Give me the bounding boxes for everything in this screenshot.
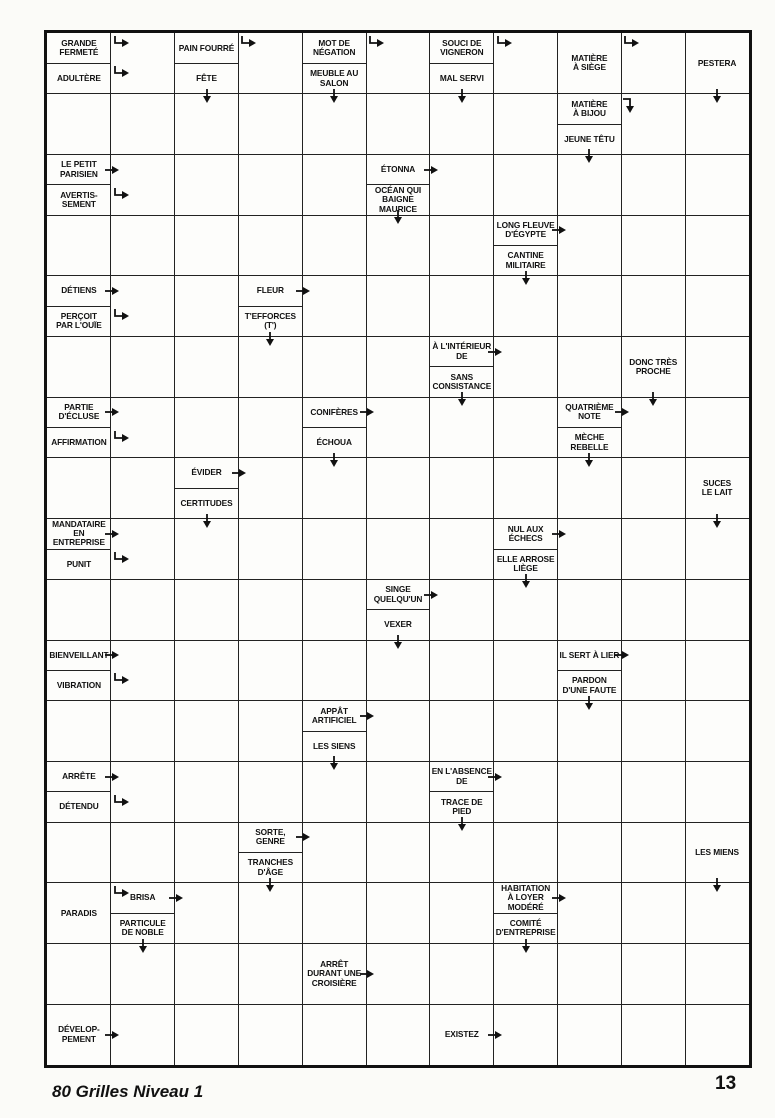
answer-cell[interactable] [176,155,238,214]
answer-cell[interactable] [303,155,365,214]
answer-cell[interactable] [431,702,493,761]
answer-cell[interactable] [112,702,174,761]
clue-divider [366,609,430,610]
answer-cell[interactable] [112,580,174,639]
answer-cell[interactable] [559,1005,621,1064]
clue-top: ARRÊTE [48,762,111,791]
answer-cell[interactable] [367,1005,429,1064]
answer-cell[interactable] [367,945,429,1004]
answer-cell[interactable] [239,580,301,639]
clue-bottom: OCÉAN QUI BAIGNE MAURICE [367,185,430,214]
answer-cell[interactable] [495,459,557,518]
answer-cell[interactable] [176,95,238,154]
answer-cell[interactable] [559,338,621,397]
clue-bottom: ÉCHOUA [303,428,366,457]
answer-cell[interactable] [48,823,110,882]
clue-bottom: FÊTE [175,64,238,93]
clue-cell: EXISTEZ [430,1005,493,1065]
answer-cell[interactable] [495,155,557,214]
clue-divider [47,791,111,792]
page-number: 13 [715,1073,737,1094]
clue-bottom: TRANCHES D'ÂGE [239,853,302,882]
answer-cell[interactable] [239,216,301,275]
clue-bottom: MEUBLE AU SALON [303,64,366,93]
clue-bottom: PARDON D'UNE FAUTE [558,671,621,700]
book-title: 80 Grilles Niveau 1 [52,1082,204,1101]
answer-cell[interactable] [239,762,301,821]
answer-cell[interactable] [431,216,493,275]
clue-divider [111,913,175,914]
clue-bottom: LES SIENS [303,732,366,761]
answer-cell[interactable] [48,216,110,275]
answer-cell[interactable] [431,945,493,1004]
answer-cell[interactable] [622,762,684,821]
answer-cell[interactable] [367,277,429,336]
answer-cell[interactable] [112,762,174,821]
answer-cell[interactable] [431,277,493,336]
clue-divider [175,488,239,489]
clue-top: PAIN FOURRÉ [175,34,238,63]
answer-cell[interactable] [303,1005,365,1064]
answer-cell[interactable] [495,945,557,1004]
answer-cell[interactable] [622,702,684,761]
clue-bottom: SANS CONSISTANCE [430,367,493,396]
answer-cell[interactable] [48,945,110,1004]
answer-cell[interactable] [559,823,621,882]
clue-bottom: ELLE ARROSE LIÈGE [494,550,557,579]
answer-cell[interactable] [367,823,429,882]
clue-top: APPÂT ARTIFICIEL [303,701,366,730]
answer-cell[interactable] [367,520,429,579]
answer-cell[interactable] [367,884,429,943]
answer-cell[interactable] [559,702,621,761]
answer-cell[interactable] [239,95,301,154]
answer-cell[interactable] [622,884,684,943]
answer-cell[interactable] [48,459,110,518]
answer-cell[interactable] [495,641,557,700]
answer-cell[interactable] [112,520,174,579]
clue-divider [47,427,111,428]
clue-cell: PESTERA [686,34,749,94]
clue-cell: PARADIS [48,883,111,943]
clue-bottom: CERTITUDES [175,489,238,518]
answer-cell[interactable] [176,884,238,943]
answer-cell[interactable] [176,398,238,457]
answer-cell[interactable] [239,398,301,457]
clue-divider [238,306,302,307]
answer-cell[interactable] [303,884,365,943]
clue-top: LE PETIT PARISIEN [48,155,111,184]
clue-top: HABITATION À LOYER MODÉRÉ [494,883,557,912]
clue-cell: LES MIENS [686,823,749,883]
clue-top: ÉTONNA [367,155,430,184]
clue-divider [494,913,558,914]
answer-cell[interactable] [622,277,684,336]
clue-cell: DONC TRÈS PROCHE [622,337,685,397]
answer-cell[interactable] [431,398,493,457]
answer-cell[interactable] [176,702,238,761]
clue-top: MANDATAIRE EN ENTREPRISE [48,519,111,548]
answer-cell[interactable] [112,95,174,154]
clue-cell: MATIÈRE À SIÈGE [558,34,621,94]
answer-cell[interactable] [239,459,301,518]
answer-cell[interactable] [431,641,493,700]
clue-top: SORTE, GENRE [239,823,302,852]
answer-cell[interactable] [686,277,748,336]
answer-cell[interactable] [303,95,365,154]
answer-cell[interactable] [367,762,429,821]
answer-cell[interactable] [559,520,621,579]
answer-cell[interactable] [112,277,174,336]
clue-divider [302,63,366,64]
clue-divider [366,184,430,185]
answer-cell[interactable] [686,945,748,1004]
answer-cell[interactable] [431,884,493,943]
clue-bottom: VEXER [367,610,430,639]
answer-cell[interactable] [303,520,365,579]
clue-top: QUATRIÈME NOTE [558,398,621,427]
answer-cell[interactable] [495,823,557,882]
answer-cell[interactable] [112,216,174,275]
answer-cell[interactable] [559,762,621,821]
answer-cell[interactable] [431,95,493,154]
clue-top: MATIÈRE À BIJOU [558,94,621,123]
clue-top: SINGE QUELQU'UN [367,580,430,609]
answer-cell[interactable] [367,459,429,518]
clue-divider [430,63,494,64]
answer-cell[interactable] [686,580,748,639]
answer-cell[interactable] [431,459,493,518]
clue-bottom: DÉTENDU [48,792,111,821]
clue-top: À L'INTÉRIEUR DE [430,337,493,366]
clue-divider [302,427,366,428]
answer-cell[interactable] [239,155,301,214]
answer-cell[interactable] [303,216,365,275]
answer-cell[interactable] [686,1005,748,1064]
clue-bottom: ADULTÈRE [48,64,111,93]
answer-cell[interactable] [176,641,238,700]
clue-top: LONG FLEUVE D'ÉGYPTE [494,216,557,245]
answer-cell[interactable] [622,1005,684,1064]
answer-cell[interactable] [559,459,621,518]
answer-cell[interactable] [686,884,748,943]
clue-top: CONIFÈRES [303,398,366,427]
answer-cell[interactable] [367,95,429,154]
clue-top: SOUCI DE VIGNERON [430,34,493,63]
clue-bottom: TRACE DE PIED [430,792,493,821]
clue-top: NUL AUX ÉCHECS [494,519,557,548]
answer-cell[interactable] [367,216,429,275]
answer-cell[interactable] [176,945,238,1004]
answer-cell[interactable] [367,702,429,761]
answer-cell[interactable] [48,338,110,397]
answer-cell[interactable] [303,641,365,700]
clue-top: IL SERT À LIER [558,641,621,670]
answer-cell[interactable] [176,1005,238,1064]
answer-cell[interactable] [495,580,557,639]
answer-cell[interactable] [176,823,238,882]
clue-divider [494,245,558,246]
answer-cell[interactable] [495,277,557,336]
answer-cell[interactable] [112,823,174,882]
clue-bottom: PERÇOIT PAR L'OUÏE [48,307,111,336]
clue-bottom: AFFIRMATION [48,428,111,457]
clue-divider [558,124,622,125]
answer-cell[interactable] [495,95,557,154]
answer-cell[interactable] [686,338,748,397]
answer-cell[interactable] [48,95,110,154]
clue-bottom: COMITÉ D'ENTREPRISE [494,914,557,943]
answer-cell[interactable] [112,459,174,518]
clue-bottom: JEUNE TÊTU [558,125,621,154]
answer-cell[interactable] [239,641,301,700]
answer-cell[interactable] [303,580,365,639]
clue-top: FLEUR [239,276,302,305]
clue-bottom: MAL SERVI [430,64,493,93]
answer-cell[interactable] [239,1005,301,1064]
clue-top: MOT DE NÉGATION [303,34,366,63]
answer-cell[interactable] [622,641,684,700]
clue-top: BRISA [111,883,174,912]
clue-bottom: T'EFFORCES (T') [239,307,302,336]
answer-cell[interactable] [622,823,684,882]
answer-cell[interactable] [239,338,301,397]
clue-top: ÉVIDER [175,458,238,487]
answer-cell[interactable] [559,580,621,639]
answer-cell[interactable] [431,155,493,214]
clue-top: BIENVEILLANT [48,641,111,670]
answer-cell[interactable] [622,580,684,639]
clue-divider [430,791,494,792]
clue-divider [47,670,111,671]
answer-cell[interactable] [112,155,174,214]
answer-cell[interactable] [686,216,748,275]
crossword-grid [44,30,752,1068]
answer-cell[interactable] [112,641,174,700]
answer-cell[interactable] [686,520,748,579]
answer-cell[interactable] [176,277,238,336]
answer-cell[interactable] [622,459,684,518]
answer-cell[interactable] [622,520,684,579]
answer-cell[interactable] [622,398,684,457]
answer-cell[interactable] [303,277,365,336]
answer-cell[interactable] [431,580,493,639]
answer-cell[interactable] [622,945,684,1004]
clue-divider [494,549,558,550]
answer-cell[interactable] [559,216,621,275]
answer-cell[interactable] [176,580,238,639]
answer-cell[interactable] [367,338,429,397]
answer-cell[interactable] [48,580,110,639]
answer-cell[interactable] [176,338,238,397]
answer-cell[interactable] [239,945,301,1004]
answer-cell[interactable] [303,762,365,821]
answer-cell[interactable] [112,945,174,1004]
answer-cell[interactable] [176,762,238,821]
answer-cell[interactable] [686,641,748,700]
answer-cell[interactable] [559,155,621,214]
clue-divider [238,852,302,853]
answer-cell[interactable] [495,762,557,821]
answer-cell[interactable] [303,823,365,882]
answer-cell[interactable] [431,823,493,882]
answer-cell[interactable] [367,641,429,700]
clue-top: EN L'ABSENCE DE [430,762,493,791]
answer-cell[interactable] [495,398,557,457]
clue-divider [558,427,622,428]
answer-cell[interactable] [686,702,748,761]
clue-cell: DÉVELOP- PEMENT [48,1005,111,1065]
clue-divider [47,549,111,550]
clue-bottom: CANTINE MILITAIRE [494,246,557,275]
clue-bottom: PUNIT [48,550,111,579]
clue-cell: SUCES LE LAIT [686,458,749,518]
answer-cell[interactable] [495,1005,557,1064]
clue-divider [47,63,111,64]
clue-bottom: AVERTIS- SEMENT [48,185,111,214]
answer-cell[interactable] [48,702,110,761]
answer-cell[interactable] [239,702,301,761]
answer-cell[interactable] [112,1005,174,1064]
clue-bottom: PARTICULE DE NOBLE [111,914,174,943]
clue-divider [430,366,494,367]
clue-divider [558,670,622,671]
answer-cell[interactable] [112,398,174,457]
answer-cell[interactable] [559,884,621,943]
answer-cell[interactable] [431,520,493,579]
clue-top: PARTIE D'ÉCLUSE [48,398,111,427]
clue-cell: ARRÊT DURANT UNE CROISIÈRE [303,944,366,1004]
answer-cell[interactable] [367,398,429,457]
answer-cell[interactable] [495,338,557,397]
answer-cell[interactable] [559,945,621,1004]
answer-cell[interactable] [686,95,748,154]
answer-cell[interactable] [559,277,621,336]
clue-divider [47,184,111,185]
answer-cell[interactable] [686,155,748,214]
answer-cell[interactable] [686,398,748,457]
clue-bottom: MÈCHE REBELLE [558,428,621,457]
clue-top: GRANDE FERMETÉ [48,34,111,63]
clue-top: DÉTIENS [48,276,111,305]
clue-divider [47,306,111,307]
answer-cell[interactable] [622,155,684,214]
answer-cell[interactable] [622,216,684,275]
answer-cell[interactable] [303,459,365,518]
answer-cell[interactable] [112,338,174,397]
answer-cell[interactable] [176,520,238,579]
clue-bottom: VIBRATION [48,671,111,700]
answer-cell[interactable] [176,216,238,275]
answer-cell[interactable] [303,338,365,397]
answer-cell[interactable] [239,884,301,943]
answer-cell[interactable] [239,520,301,579]
answer-cell[interactable] [686,762,748,821]
clue-divider [175,63,239,64]
clue-divider [302,731,366,732]
answer-cell[interactable] [495,702,557,761]
